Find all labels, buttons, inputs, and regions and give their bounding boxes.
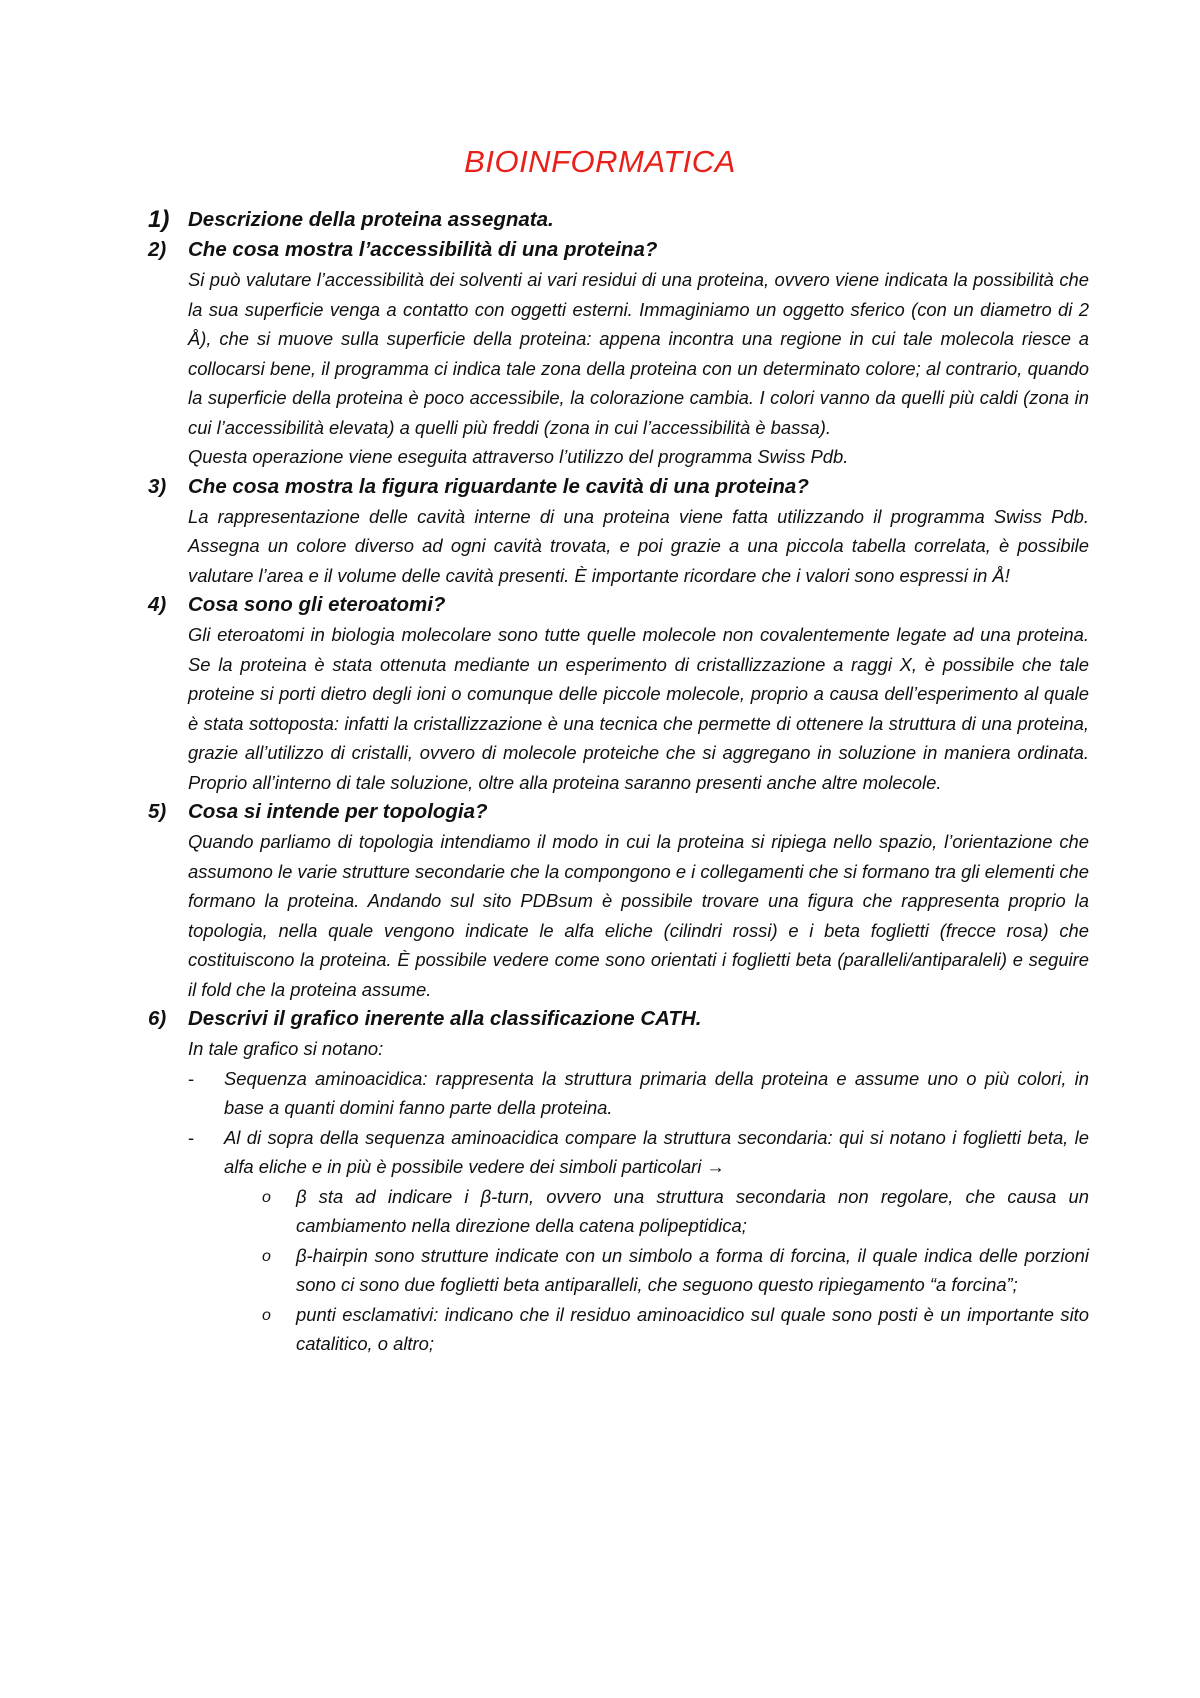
sub-list-item: [148, 1300, 1089, 1359]
answer-paragraph: In tale grafico si notano:: [188, 1038, 384, 1059]
question-5: [148, 797, 1089, 827]
question-number: 6): [148, 1007, 167, 1030]
answer-paragraph: Questa operazione viene eseguita attraverso l’utilizzo del programma Swiss Pdb.: [188, 446, 849, 467]
document-content: [148, 205, 1089, 1359]
question-2: [148, 235, 1089, 265]
list-item: [148, 1123, 1089, 1182]
question-number: 4): [148, 593, 167, 616]
answer-paragraph: La rappresentazione delle cavità interne di una proteina viene fatta utilizzando il programma Swiss Pdb. Assegna un colore diverso ad ogni cavità trovata, e poi grazie a una piccola tabella correlata, è possibile valutare l’area e il volume delle cavità presenti. È importante ricordare che i valori sono espressi in Å!: [188, 505, 1089, 586]
document-title: BIOINFORMATICA: [464, 144, 736, 179]
question-3: [148, 472, 1089, 502]
sub-list-item-text: β-hairpin sono strutture indicate con un simbolo a forma di forcina, il quale indica delle porzioni sono ci sono due foglietti beta antiparalleli, che seguono questo ripiegamento “a forcina”;: [296, 1244, 1089, 1295]
question-number: 3): [148, 474, 167, 498]
answer-paragraph: Quando parliamo di topologia intendiamo il modo in cui la proteina si ripiega nello spazio, l’orientazione che assumono le varie strutture secondarie che la compongono e i collegamenti che si formano tra gli elementi che formano la proteina. Andando sul sito PDBsum è possibile trovare una figura che rappresenta proprio la topologia, nella quale vengono indicate le alfa eliche (cilindri rossi) e i beta foglietti (frecce rosa) che costituiscono la proteina. È possibile vedere come sono orientati i foglietti beta (paralleli/antiparaleli) e seguire il fold che la proteina assume.: [188, 831, 1089, 1000]
answer-paragraph: Gli eteroatomi in biologia molecolare sono tutte quelle molecole non covalentemente legate ad una proteina. Se la proteina è stata ottenuta mediante un esperimento di cristallizzazione a raggi X, è possibile che tale proteine si porti dietro degli ioni o comunque delle piccole molecole, proprio a causa dell’esperimento al quale è stata sottoposta: infatti la cristallizzazione è una tecnica che permette di ottenere la struttura di una proteina, grazie all’utilizzo di cristalli, ovvero di molecole proteiche che si aggregano in soluzione in maniera ordinata. Proprio all’interno di tale soluzione, oltre alla proteina saranno presenti anche altre molecole.: [188, 624, 1089, 793]
question-text: Cosa sono gli eteroatomi?: [188, 593, 446, 616]
question-1: [148, 205, 1089, 235]
dash-marker: -: [188, 1126, 195, 1148]
sub-list-item: [148, 1182, 1089, 1241]
sub-list-item-text: punti esclamativi: indicano che il residuo aminoacidico sul quale sono posti è un importante sito catalitico, o altro;: [296, 1303, 1089, 1354]
answer-3: [148, 502, 1089, 591]
answer-2: [148, 265, 1089, 472]
question-4: [148, 590, 1089, 620]
sub-list-item-text: β sta ad indicare i β-turn, ovvero una struttura secondaria non regolare, che causa un cambiamento nella direzione della catena polipeptidica;: [296, 1185, 1089, 1236]
list-item: [148, 1064, 1089, 1123]
answer-5: [148, 827, 1089, 1004]
question-text: Descrivi il grafico inerente alla classificazione CATH.: [188, 1007, 702, 1030]
answer-6-intro: [148, 1034, 1089, 1064]
question-text: Cosa si intende per topologia?: [188, 800, 488, 823]
sub-list-item: [148, 1241, 1089, 1300]
question-text: Descrizione della proteina assegnata.: [188, 208, 554, 231]
dash-marker: -: [188, 1067, 195, 1089]
question-text: Che cosa mostra l’accessibilità di una proteina?: [188, 238, 658, 261]
answer-paragraph: Si può valutare l’accessibilità dei solventi ai vari residui di una proteina, ovvero viene indicata la possibilità che la sua superficie venga a contatto con oggetti esterni. Immaginiamo un oggetto sferico (con un diametro di 2 Å), che si muove sulla superficie della proteina: appena incontra una regione in cui tale molecola riesce a collocarsi bene, il programma ci indica tale zona della proteina con un determinato colore; al contrario, quando la superficie della proteina è poco accessibile, la colorazione cambia. I colori vanno da quelli più caldi (zona in cui l’accessibilità elevata) a quelli più freddi (zona in cui l’accessibilità è bassa).: [188, 269, 1089, 438]
question-number: 1): [148, 206, 170, 233]
list-item-text: Sequenza aminoacidica: rappresenta la struttura primaria della proteina e assume uno o più colori, in base a quanti domini fanno parte della proteina.: [224, 1067, 1089, 1118]
question-text: Che cosa mostra la figura riguardante le cavità di una proteina?: [188, 474, 809, 498]
circle-bullet-icon: o: [262, 1306, 271, 1324]
question-6: [148, 1004, 1089, 1034]
circle-bullet-icon: o: [262, 1188, 271, 1206]
list-item-text: Al di sopra della sequenza aminoacidica compare la struttura secondaria: qui si notano i foglietti beta, le alfa eliche e in più è possibile vedere dei simboli particolari →: [224, 1126, 1089, 1177]
answer-4: [148, 620, 1089, 797]
question-number: 5): [148, 800, 167, 823]
circle-bullet-icon: o: [262, 1247, 271, 1265]
question-number: 2): [148, 238, 167, 261]
